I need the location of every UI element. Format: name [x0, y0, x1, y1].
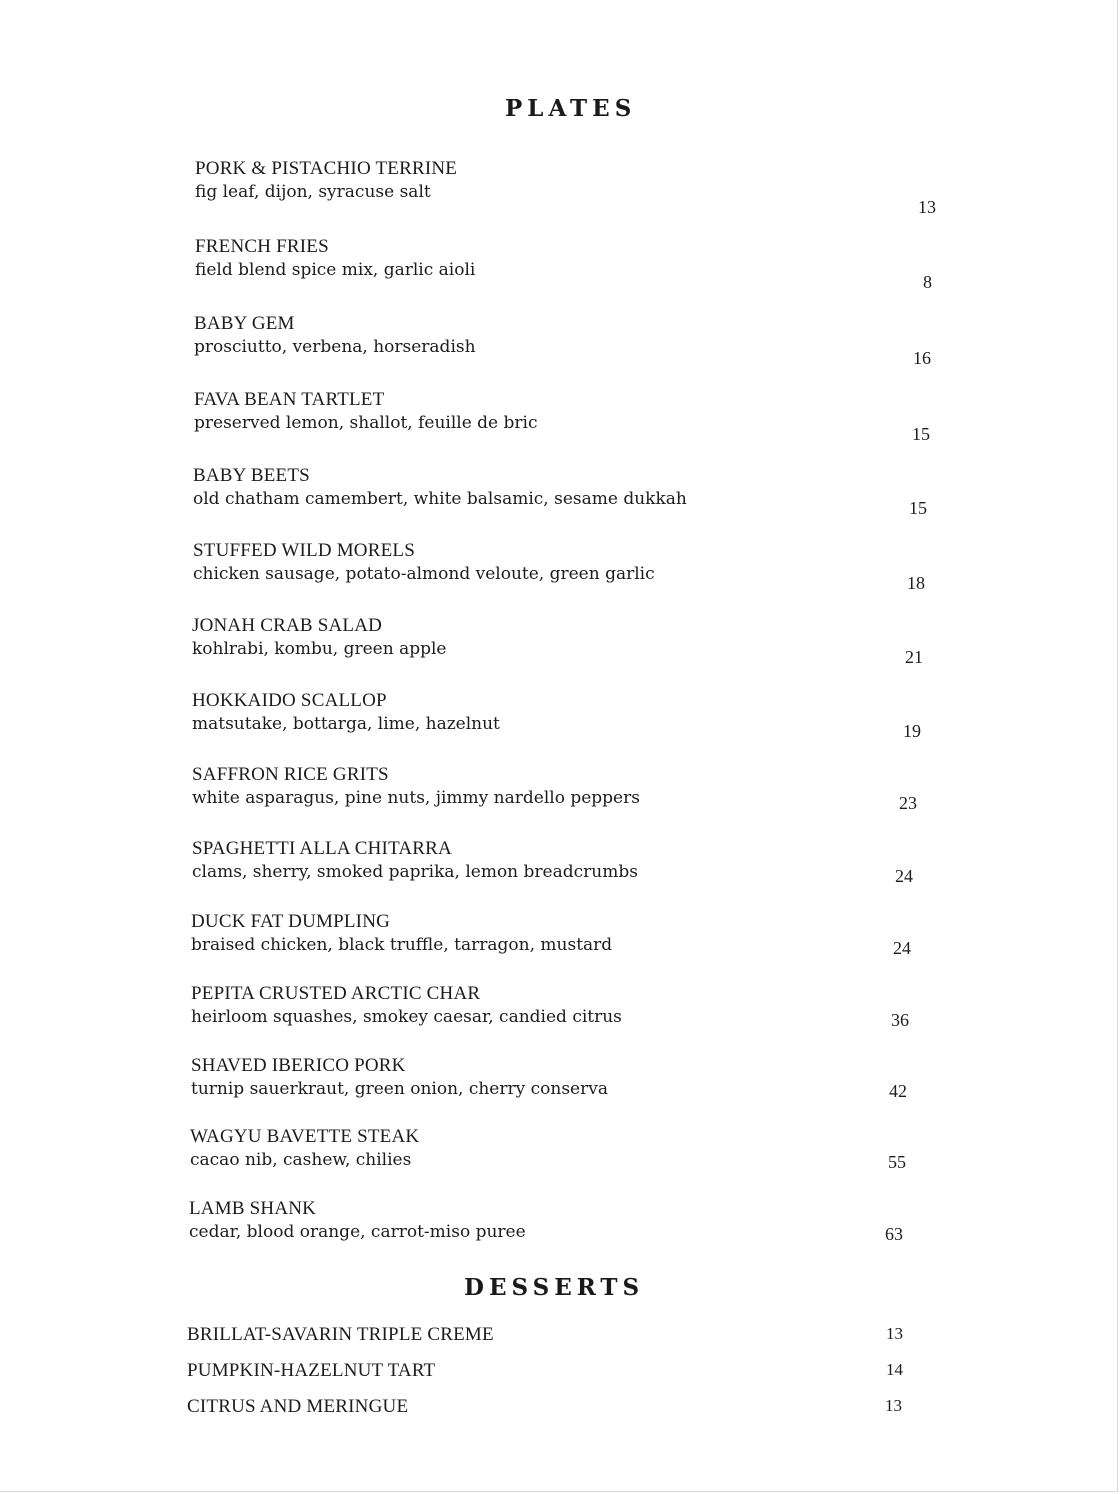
- item-name: HOKKAIDO SCALLOP: [192, 690, 387, 711]
- item-name: SPAGHETTI ALLA CHITARRA: [192, 838, 452, 859]
- item-price: 13: [918, 197, 936, 217]
- item-price: 55: [888, 1152, 906, 1172]
- dessert-item: [187, 1360, 927, 1386]
- dessert-price: 13: [885, 1396, 902, 1415]
- item-name: STUFFED WILD MORELS: [193, 540, 415, 561]
- item-description: cacao nib, cashew, chilies: [190, 1150, 412, 1170]
- item-description: matsutake, bottarga, lime, hazelnut: [192, 714, 500, 734]
- menu-item: [192, 690, 952, 750]
- item-price: 15: [909, 498, 927, 518]
- item-name: PEPITA CRUSTED ARCTIC CHAR: [191, 983, 481, 1004]
- item-description: preserved lemon, shallot, feuille de bric: [194, 413, 538, 433]
- item-description: heirloom squashes, smokey caesar, candied citrus: [191, 1007, 622, 1027]
- menu-item: [194, 313, 954, 373]
- menu-item: [190, 1126, 950, 1186]
- menu-item: [193, 465, 953, 525]
- item-description: chicken sausage, potato-almond veloute, green garlic: [193, 564, 655, 584]
- dessert-name: CITRUS AND MERINGUE: [187, 1396, 409, 1417]
- item-name: SHAVED IBERICO PORK: [191, 1055, 406, 1076]
- dessert-name: BRILLAT-SAVARIN TRIPLE CREME: [187, 1324, 494, 1345]
- dessert-name: PUMPKIN-HAZELNUT TART: [187, 1360, 436, 1381]
- dessert-price: 13: [886, 1324, 903, 1343]
- item-price: 23: [899, 793, 917, 813]
- item-description: kohlrabi, kombu, green apple: [192, 639, 447, 659]
- desserts-heading: DESSERTS: [464, 1274, 645, 1301]
- item-description: fig leaf, dijon, syracuse salt: [195, 182, 431, 202]
- item-price: 15: [912, 424, 930, 444]
- item-price: 16: [913, 348, 931, 368]
- menu-item: [193, 540, 953, 600]
- item-name: DUCK FAT DUMPLING: [191, 911, 391, 932]
- item-name: BABY GEM: [194, 313, 295, 334]
- item-name: FAVA BEAN TARTLET: [194, 389, 385, 410]
- menu-item: [195, 236, 955, 296]
- item-description: white asparagus, pine nuts, jimmy nardello peppers: [192, 788, 640, 808]
- dessert-item: [187, 1396, 927, 1422]
- item-name: WAGYU BAVETTE STEAK: [190, 1126, 420, 1147]
- item-name: JONAH CRAB SALAD: [192, 615, 383, 636]
- item-price: 18: [907, 573, 925, 593]
- item-description: turnip sauerkraut, green onion, cherry conserva: [191, 1079, 608, 1099]
- menu-item: [192, 764, 952, 824]
- item-price: 24: [895, 866, 913, 886]
- menu-item: [192, 838, 952, 898]
- menu-item: [191, 911, 951, 971]
- item-price: 63: [885, 1224, 903, 1244]
- item-price: 36: [891, 1010, 909, 1030]
- menu-item: [191, 983, 951, 1043]
- item-price: 19: [903, 721, 921, 741]
- item-price: 24: [893, 938, 911, 958]
- item-description: old chatham camembert, white balsamic, sesame dukkah: [193, 489, 687, 509]
- menu-item: [189, 1198, 949, 1258]
- dessert-item: [187, 1324, 927, 1350]
- item-name: PORK & PISTACHIO TERRINE: [195, 158, 458, 179]
- menu-item: [191, 1055, 951, 1115]
- menu-item: [192, 615, 952, 675]
- item-description: clams, sherry, smoked paprika, lemon breadcrumbs: [192, 862, 638, 882]
- item-description: prosciutto, verbena, horseradish: [194, 337, 476, 357]
- item-name: FRENCH FRIES: [195, 236, 329, 257]
- item-name: BABY BEETS: [193, 465, 310, 486]
- item-price: 8: [923, 272, 932, 292]
- item-price: 42: [889, 1081, 907, 1101]
- item-name: SAFFRON RICE GRITS: [192, 764, 389, 785]
- plates-heading: PLATES: [505, 95, 637, 122]
- item-description: cedar, blood orange, carrot-miso puree: [189, 1222, 526, 1242]
- menu-item: [195, 158, 955, 218]
- item-description: field blend spice mix, garlic aioli: [195, 260, 476, 280]
- dessert-price: 14: [886, 1360, 903, 1379]
- item-name: LAMB SHANK: [189, 1198, 317, 1219]
- item-price: 21: [905, 647, 923, 667]
- item-description: braised chicken, black truffle, tarragon, mustard: [191, 935, 613, 955]
- menu-item: [194, 389, 954, 449]
